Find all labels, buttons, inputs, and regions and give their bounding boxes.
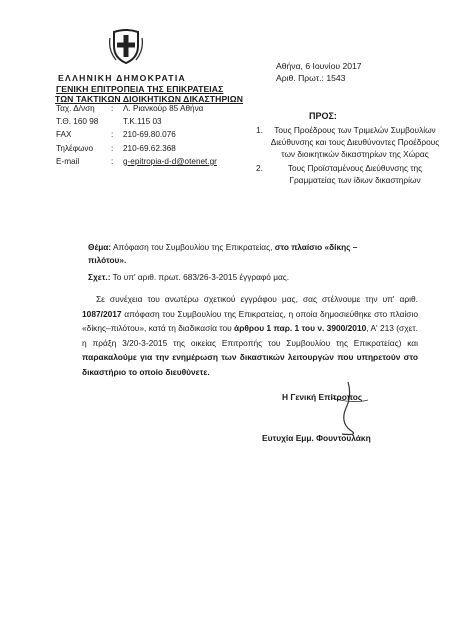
header-line-1: ΕΛΛΗΝΙΚΗ ΔΗΜΟΚΡΑΤΙΑ	[58, 73, 187, 83]
recipient-number: 2.	[256, 163, 263, 173]
reference-text: Το υπ' αριθ. πρωτ. 683/26-3-2015 έγγραφό μας.	[110, 272, 290, 282]
body-text: απόφαση του Συμβουλίου της Επικρατείας, η οποία δημοσιεύθηκε στο πλαίσιο «δίκης–πιλότου», κατά τη διαδικασία του	[82, 308, 418, 334]
header-line-2: ΓΕΝΙΚΗ ΕΠΙΤΡΟΠΕΙΑ ΤΗΣ ΕΠΙΚΡΑΤΕΙΑΣ	[56, 84, 224, 94]
request-text: παρακαλούμε για την ενημέρωση των δικαστικών λειτουργών που υπηρετούν στο δικαστήριο το οποίο διευθύνετε.	[82, 352, 418, 377]
contact-value: Λ. Ριανκούρ 85 Αθήνα	[123, 104, 204, 113]
handwritten-signature	[312, 378, 382, 438]
recipient-text: Τους Προέδρους των Τριμελών Συμβουλίων Διεύθυνσης και τους Διευθύνοντες Προέδρους των διοικητικών δικαστηρίων της Χώρας	[270, 125, 440, 159]
recipient-text: Τους Προϊσταμένους Διεύθυνσης της Γραμματείας των ίδιων δικαστηρίων	[287, 163, 423, 185]
contact-value: 210-69.80.076	[123, 130, 176, 140]
contact-label: Τηλέφωνο	[56, 143, 94, 153]
subject-text: Απόφαση του Συμβουλίου της Επικρατείας,	[111, 242, 275, 252]
recipients-list	[256, 124, 442, 188]
body-text: , Α' 213 (σχετ. η πράξη 3/20-3-2015 της οικείας Επιτροπής του Συμβουλίου της Επικρατείας) και	[82, 323, 418, 348]
email-link[interactable]: g-epitropia-d-d@otenet.gr	[123, 156, 217, 166]
contact-block: Ταχ. Δ/νση : Λ. Ριανκούρ 85 Αθήνα Τ.Θ. 160 98 Τ.Κ.115 03 FAX : 210-69.80.076 Τηλέφωνο : 210-69.62.368 E-mail : g-epitropia-d-d@otenet.gr	[56, 104, 217, 166]
subject-label: Θέμα:	[88, 242, 112, 252]
recipient-item	[256, 162, 442, 186]
contact-value: Τ.Κ.115 03	[123, 117, 162, 127]
document-meta	[276, 60, 362, 84]
body-text: Σε συνέχεια του ανωτέρω σχετικού εγγράφου μας, σας στέλνουμε την υπ' αριθ.	[96, 294, 418, 304]
recipient-number: 1.	[256, 125, 263, 135]
greek-coat-of-arms-icon	[108, 28, 144, 64]
subject-text-bold: στο πλαίσιο «δίκης – πιλότου».	[88, 242, 358, 265]
document-date: Αθήνα, 6 Ιουνίου 2017	[276, 61, 362, 71]
contact-label: E-mail	[56, 156, 80, 166]
subject-block	[88, 241, 408, 284]
header-line-3: ΤΩΝ ΤΑΚΤΙΚΩΝ ΔΙΟΙΚΗΤΙΚΩΝ ΔΙΚΑΣΤΗΡΙΩΝ	[55, 94, 244, 104]
recipient-item	[256, 124, 442, 160]
body-paragraph	[82, 292, 418, 380]
recipients-heading: ΠΡΟΣ:	[309, 111, 337, 121]
signature-name: Ευτυχία Εμμ. Φουντουλάκη	[262, 433, 371, 443]
reference-label: Σχετ.:	[88, 272, 111, 282]
signature-title: Η Γενική Επίτροπος	[282, 392, 363, 402]
contact-label: Τ.Θ. 160 98	[56, 117, 99, 127]
contact-label: FAX	[56, 130, 72, 140]
contact-value: 210-69.62.368	[123, 143, 176, 153]
decision-number: 1087/2017	[82, 308, 122, 319]
protocol-number: Αριθ. Πρωτ.: 1543	[276, 73, 346, 83]
law-reference: άρθρου 1 παρ. 1 του ν. 3900/2010	[234, 323, 367, 334]
contact-label: Ταχ. Δ/νση	[56, 104, 95, 113]
